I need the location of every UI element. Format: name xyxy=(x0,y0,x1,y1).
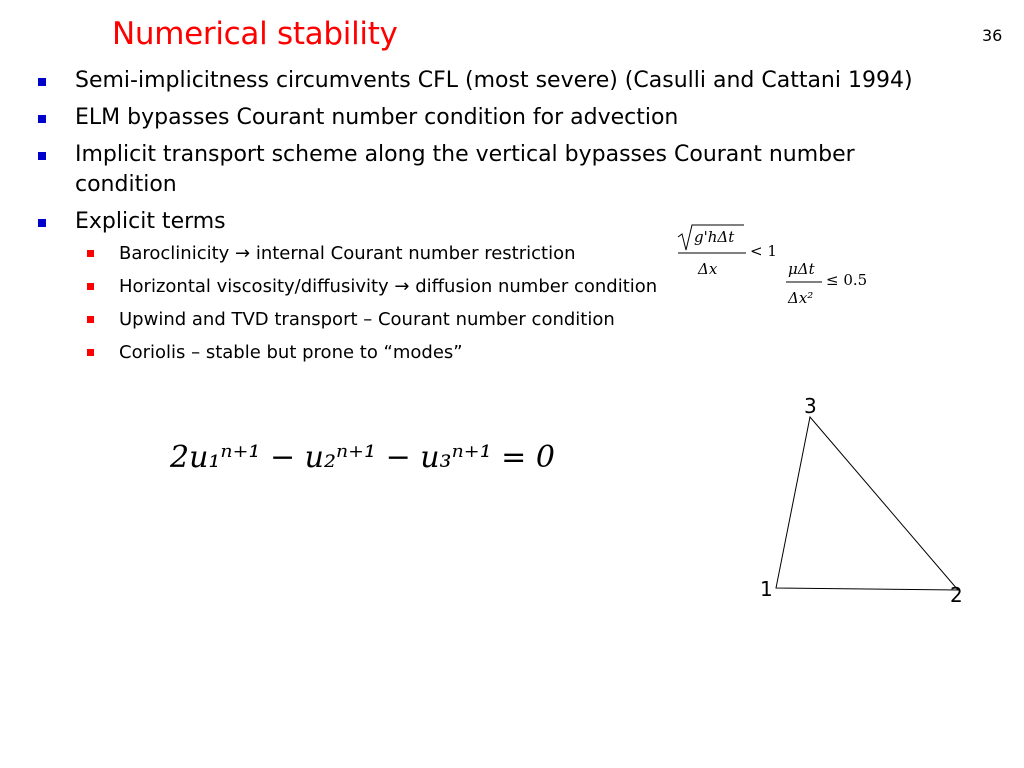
slide-number: 36 xyxy=(982,26,1003,45)
sub-bullet-marker-icon xyxy=(87,283,94,290)
diffusion-numerator: μΔt xyxy=(788,260,815,278)
sub-bullet-text: Horizontal viscosity/diffusivity → diffusion number condition xyxy=(119,276,658,297)
diffusion-relation: ≤ 0.5 xyxy=(826,271,868,289)
bullet-list xyxy=(38,66,918,373)
courant-formula xyxy=(670,222,790,280)
courant-relation: < 1 xyxy=(750,242,777,260)
bullet-text: Explicit terms xyxy=(75,209,226,234)
diffusion-formula xyxy=(784,258,904,312)
sub-bullet-marker-icon xyxy=(87,349,94,356)
bullet-marker-icon xyxy=(38,152,46,160)
triangle-vertex-1: 1 xyxy=(760,577,773,601)
bullet-item xyxy=(38,66,918,96)
triangle-vertex-2: 2 xyxy=(950,583,963,607)
bullet-text: Implicit transport scheme along the vertical bypasses Courant number condition xyxy=(75,142,855,197)
bullet-marker-icon xyxy=(38,115,46,123)
main-equation: 2u₁ⁿ⁺¹ − u₂ⁿ⁺¹ − u₃ⁿ⁺¹ = 0 xyxy=(170,440,555,475)
bullet-text: ELM bypasses Courant number condition for advection xyxy=(75,105,679,130)
triangle-vertex-3: 3 xyxy=(804,394,817,418)
courant-denominator: Δx xyxy=(698,260,718,278)
bullet-item xyxy=(38,103,918,133)
diffusion-denominator: Δx² xyxy=(788,289,814,307)
sub-bullet-marker-icon xyxy=(87,250,94,257)
bullet-marker-icon xyxy=(38,219,46,227)
bullet-marker-icon xyxy=(38,78,46,86)
sub-bullet-text: Coriolis – stable but prone to “modes” xyxy=(119,342,463,363)
courant-numerator: g'hΔt xyxy=(694,228,735,246)
triangle-shape xyxy=(776,417,958,590)
slide-title: Numerical stability xyxy=(112,16,398,52)
sub-bullet-marker-icon xyxy=(87,316,94,323)
sub-bullet-text: Baroclinicity → internal Courant number restriction xyxy=(119,243,576,264)
sub-bullet-item xyxy=(38,340,918,365)
triangle-diagram xyxy=(740,392,980,612)
bullet-text: Semi-implicitness circumvents CFL (most severe) (Casulli and Cattani 1994) xyxy=(75,68,913,93)
bullet-item xyxy=(38,140,875,200)
sub-bullet-text: Upwind and TVD transport – Courant number condition xyxy=(119,309,615,330)
